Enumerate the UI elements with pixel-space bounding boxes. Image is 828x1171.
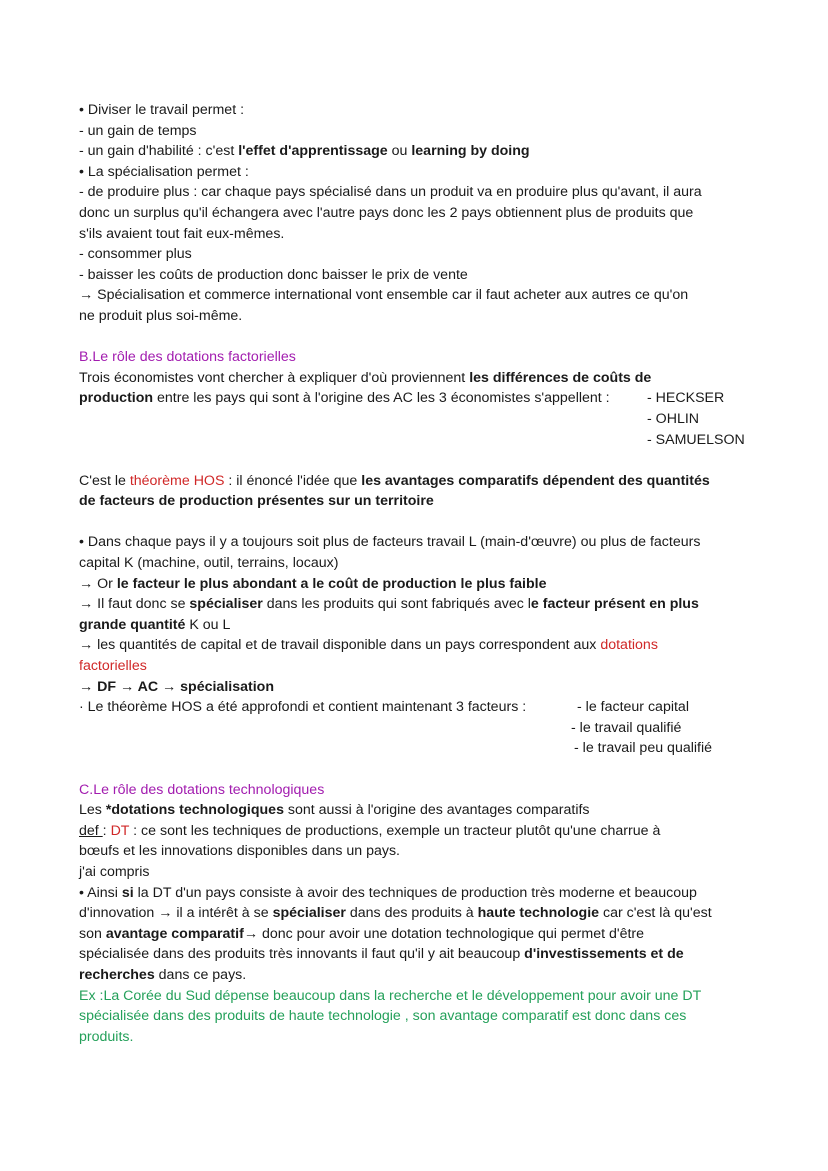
paragraph-line <box>79 738 759 759</box>
paragraph-line: s'ils avaient tout fait eux-mêmes. <box>79 225 285 242</box>
list-item: - un gain de temps <box>79 122 197 139</box>
paragraph-line: son avantage comparatif→ donc pour avoir une dotation technologique qui permet d'être <box>79 925 645 942</box>
paragraph-line: → Or le facteur le plus abondant a le coût de production le plus faible <box>79 575 547 592</box>
section-heading-c: C.Le rôle des dotations technologiques <box>79 781 325 798</box>
paragraph-line: bœufs et les innovations disponibles dans un pays. <box>79 843 400 860</box>
paragraph-line <box>79 430 759 451</box>
paragraph-line: → Spécialisation et commerce international vont ensemble car il faut acheter aux autres ce qu'on <box>79 287 689 304</box>
paragraph-line: - de produire plus : car chaque pays spécialisé dans un produit va en produire plus qu'avant, il aura <box>79 184 702 201</box>
factor-list-item: - le travail peu qualifié <box>574 740 713 757</box>
paragraph-line: production entre les pays qui sont à l'origine des AC les 3 économistes s'appellent : - HECKSER <box>79 388 759 409</box>
paragraph-line: j'ai compris <box>79 863 150 880</box>
section-heading-b: B.Le rôle des dotations factorielles <box>79 349 296 366</box>
paragraph-line: d'innovation → il a intérêt à se spécialiser dans des produits à haute technologie car c'est là qu'est <box>79 905 712 922</box>
paragraph-line: → les quantités de capital et de travail disponible dans un pays correspondent aux dotations <box>79 637 658 654</box>
paragraph-line: capital K (machine, outil, terrains, locaux) <box>79 555 339 572</box>
definition-line: def : DT : ce sont les techniques de productions, exemple un tracteur plutôt qu'une charrue à <box>79 822 661 839</box>
factor-list-item: - le facteur capital <box>577 699 689 716</box>
paragraph-line <box>79 718 759 739</box>
example-line: produits. <box>79 1028 134 1045</box>
bullet-specialisation: • La spécialisation permet : <box>79 163 249 180</box>
paragraph-line: → Il faut donc se spécialiser dans les produits qui sont fabriqués avec le facteur présent en plus <box>79 596 699 613</box>
paragraph-line: de facteurs de production présentes sur un territoire <box>79 493 434 510</box>
paragraph-line: spécialisée dans des produits très innovants il faut qu'il y ait beaucoup d'investissements et de <box>79 946 684 963</box>
economist-list-item: - OHLIN <box>647 410 700 427</box>
paragraph-line: factorielles <box>79 658 147 675</box>
paragraph-line: donc un surplus qu'il échangera avec l'autre pays donc les 2 pays obtiennent plus de produits que <box>79 204 694 221</box>
paragraph-line: · Le théorème HOS a été approfondi et contient maintenant 3 facteurs : - le facteur capital <box>79 697 759 718</box>
list-item: - consommer plus <box>79 246 192 263</box>
paragraph-line: ne produit plus soi-même. <box>79 307 243 324</box>
hos-term: théorème HOS <box>129 472 225 489</box>
summary-chain: → DF → AC → spécialisation <box>79 678 274 695</box>
paragraph-line: • Ainsi si la DT d'un pays consiste à avoir des techniques de production très moderne et beaucoup <box>79 884 697 901</box>
paragraph-line: Trois économistes vont chercher à expliquer d'où proviennent les différences de coûts de <box>79 369 652 386</box>
factor-list-item: - le travail qualifié <box>571 719 682 736</box>
example-line: spécialisée dans des produits de haute technologie , son avantage comparatif est donc dans ces <box>79 1008 687 1025</box>
document-page <box>79 100 759 1047</box>
list-item: - baisser les coûts de production donc baisser le prix de vente <box>79 266 468 283</box>
economist-list-item: - HECKSER <box>647 390 725 407</box>
paragraph-line: grande quantité K ou L <box>79 616 231 633</box>
economist-list-item: - SAMUELSON <box>647 431 745 448</box>
hos-theorem-line: C'est le théorème HOS : il énoncé l'idée que les avantages comparatifs dépendent des quantités <box>79 472 710 489</box>
paragraph-line: recherches dans ce pays. <box>79 966 247 983</box>
paragraph-line: • Dans chaque pays il y a toujours soit plus de facteurs travail L (main-d'œuvre) ou plus de facteurs <box>79 534 701 551</box>
paragraph-line: Les *dotations technologiques sont aussi à l'origine des avantages comparatifs <box>79 802 590 819</box>
bullet-divide-work: • Diviser le travail permet : <box>79 102 245 118</box>
paragraph-line <box>79 409 759 430</box>
list-item: - un gain d'habilité : c'est l'effet d'apprentissage ou learning by doing <box>79 143 530 160</box>
example-line: Ex :La Corée du Sud dépense beaucoup dans la recherche et le développement pour avoir une DT <box>79 987 702 1004</box>
